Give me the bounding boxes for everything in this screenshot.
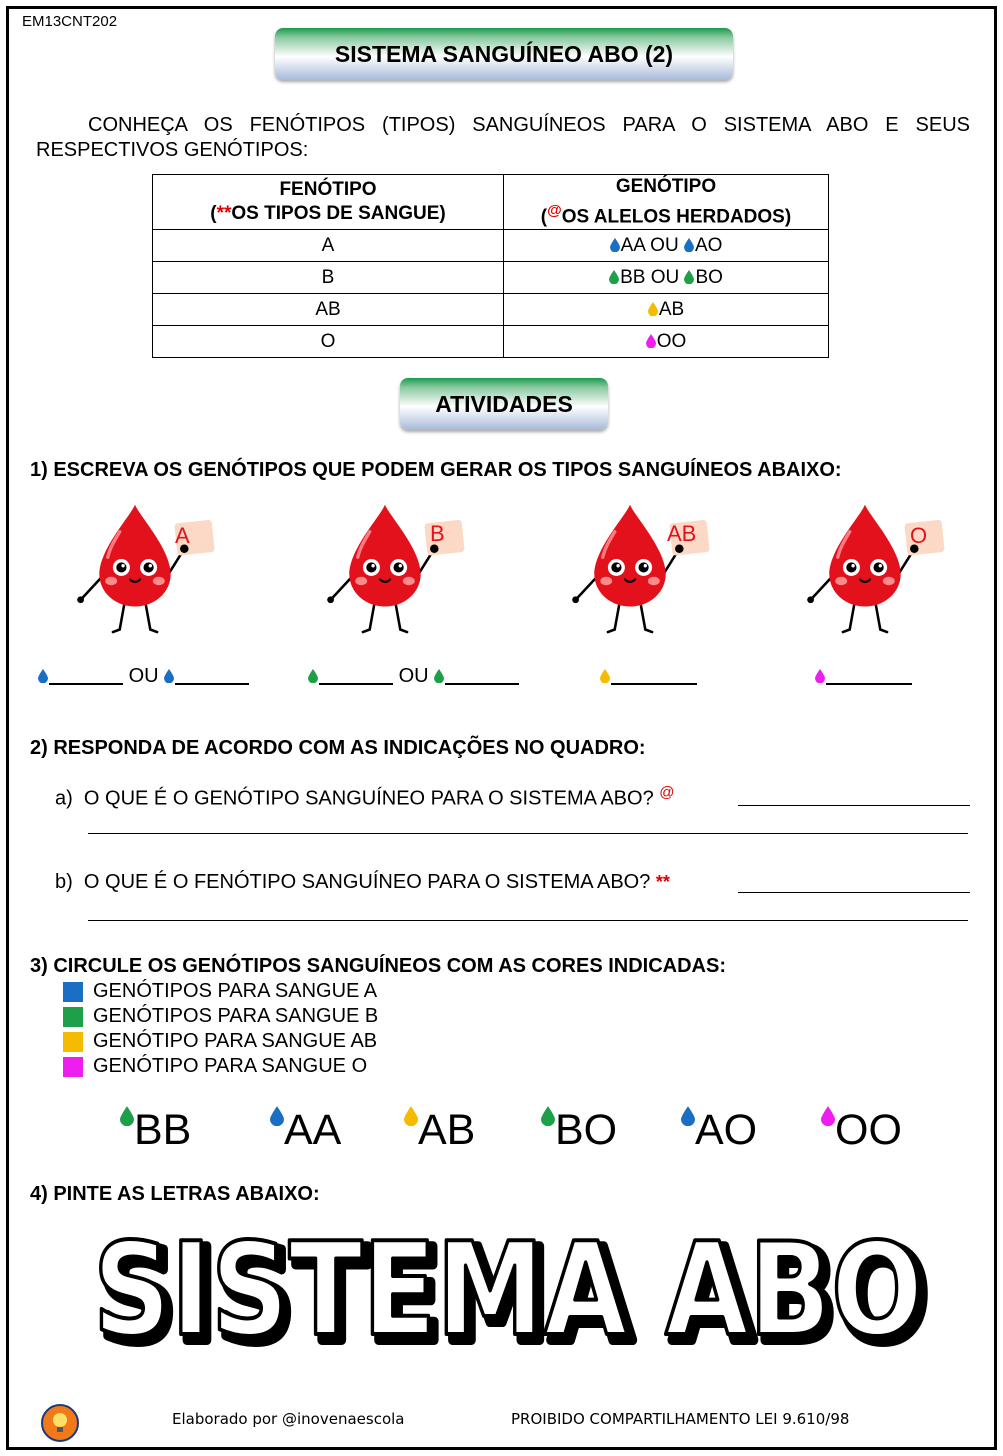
answer-line[interactable] — [88, 903, 968, 921]
blue-drop-icon — [610, 238, 620, 252]
answer-blank[interactable] — [175, 667, 249, 685]
answer-line[interactable] — [738, 786, 970, 806]
yellow-drop-icon — [600, 669, 610, 683]
green-drop-icon — [120, 1106, 134, 1126]
genotype-value: AB — [658, 298, 685, 320]
table-row — [153, 294, 829, 326]
answer-o — [815, 665, 912, 688]
question-2a — [55, 784, 674, 811]
or-label: OU — [398, 665, 429, 687]
blue-drop-icon — [270, 1106, 284, 1126]
genotype-text: AA — [284, 1106, 342, 1154]
question-3: 3) CIRCULE OS GENÓTIPOS SANGUÍNEOS COM AS CORES INDICADAS: — [30, 955, 726, 977]
letters-outline: SISTEMA ABO — [93, 1218, 923, 1358]
genotype-separator: OU — [650, 234, 679, 256]
genotype-option[interactable] — [404, 1106, 475, 1155]
genotype-value: AA — [620, 234, 645, 256]
activities-title: ATIVIDADES — [400, 378, 608, 430]
author-credit: Elaborado por @inovenaescola — [172, 1410, 405, 1428]
pink-drop-icon — [815, 669, 825, 683]
answer-a — [38, 665, 249, 688]
page-title: SISTEMA SANGUÍNEO ABO (2) — [275, 28, 733, 80]
answer-blank[interactable] — [826, 667, 912, 685]
genotype-option[interactable] — [541, 1106, 617, 1155]
inove-logo-icon — [40, 1403, 80, 1443]
genotype-cell — [504, 294, 829, 326]
genotype-option[interactable] — [821, 1106, 902, 1155]
genotype-mark: @ — [659, 784, 675, 801]
legend-label: GENÓTIPO PARA SANGUE O — [93, 1055, 368, 1077]
pink-square-icon — [63, 1057, 83, 1077]
green-drop-icon — [308, 669, 318, 683]
legend-item — [63, 979, 378, 1004]
green-drop-icon — [434, 669, 444, 683]
color-legend — [63, 979, 378, 1079]
blood-drop-mascot-ab — [545, 495, 715, 645]
genotype-value: OO — [656, 330, 687, 352]
question-2: 2) RESPONDA DE ACORDO COM AS INDICAÇÕES NO QUADRO: — [30, 737, 646, 759]
mascot-card-label: B — [430, 521, 445, 546]
table-row — [153, 262, 829, 294]
blood-drop-mascot-b — [300, 495, 470, 645]
blood-drop-character-icon — [545, 495, 715, 645]
question-4: 4) PINTE AS LETRAS ABAIXO: — [30, 1183, 320, 1205]
genotype-subtitle: OS ALELOS HERDADOS) — [561, 206, 792, 228]
blood-drop-mascot-o — [780, 495, 950, 645]
item-label: b) — [55, 871, 73, 893]
question-1: 1) ESCREVA OS GENÓTIPOS QUE PODEM GERAR OS TIPOS SANGUÍNEOS ABAIXO: — [30, 459, 842, 481]
genotype-title: GENÓTIPO — [615, 176, 717, 197]
genotype-cell — [504, 326, 829, 358]
green-square-icon — [63, 1007, 83, 1027]
genotype-text: BO — [555, 1106, 618, 1154]
phenotype-cell: B — [153, 262, 504, 294]
abo-table — [152, 174, 829, 358]
green-drop-icon — [609, 270, 619, 284]
yellow-square-icon — [63, 1032, 83, 1052]
phenotype-header: FENÓTIPO (**OS TIPOS DE SANGUE) — [153, 175, 504, 230]
genotype-header: GENÓTIPO (@OS ALELOS HERDADOS) — [504, 175, 829, 230]
legend-label: GENÓTIPOS PARA SANGUE B — [93, 1005, 379, 1027]
phenotype-subtitle: OS TIPOS DE SANGUE) — [231, 203, 446, 225]
answer-blank[interactable] — [319, 667, 393, 685]
answer-ab — [600, 665, 697, 688]
phenotype-mark: ** — [216, 203, 232, 225]
legend-label: GENÓTIPOS PARA SANGUE A — [93, 980, 378, 1002]
blood-drop-mascot-a — [50, 495, 220, 645]
blood-drop-character-icon — [780, 495, 950, 645]
mascot-card-label: AB — [667, 521, 697, 546]
genotype-option[interactable] — [681, 1106, 757, 1155]
item-text: O QUE É O GENÓTIPO SANGUÍNEO PARA O SISTEMA ABO? — [83, 787, 654, 810]
curriculum-code: EM13CNT202 — [22, 13, 118, 30]
intro-text: CONHEÇA OS FENÓTIPOS (TIPOS) SANGUÍNEOS PARA O SISTEMA ABO E SEUS RESPECTIVOS GENÓTIPOS: — [36, 114, 970, 161]
letters-shadow: SISTEMA ABO — [99, 1222, 929, 1358]
blue-square-icon — [63, 982, 83, 1002]
genotype-option[interactable] — [120, 1106, 191, 1155]
blue-drop-icon — [684, 238, 694, 252]
genotype-option[interactable] — [270, 1106, 341, 1155]
phenotype-cell: AB — [153, 294, 504, 326]
phenotype-cell: O — [153, 326, 504, 358]
answer-blank[interactable] — [611, 667, 697, 685]
coloring-letters[interactable] — [80, 1218, 940, 1358]
answer-line[interactable] — [738, 873, 970, 893]
phenotype-mark: ** — [655, 872, 670, 892]
phenotype-cell: A — [153, 230, 504, 262]
genotype-text: AO — [695, 1106, 758, 1154]
genotype-cell — [504, 262, 829, 294]
item-label: a) — [55, 787, 73, 810]
genotype-mark: @ — [547, 202, 562, 219]
genotype-separator: OU — [650, 266, 680, 288]
table-row — [153, 326, 829, 358]
blood-drop-character-icon — [50, 495, 220, 645]
legend-label: GENÓTIPO PARA SANGUE AB — [93, 1030, 378, 1052]
answer-b — [308, 665, 519, 688]
genotype-value: BO — [695, 266, 723, 288]
item-text: O QUE É O FENÓTIPO SANGUÍNEO PARA O SISTEMA ABO? — [83, 871, 651, 893]
pink-drop-icon — [646, 334, 656, 348]
answer-blank[interactable] — [445, 667, 519, 685]
blue-drop-icon — [681, 1106, 695, 1126]
genotype-value: AO — [694, 234, 723, 256]
blood-drop-character-icon — [300, 495, 470, 645]
or-label: OU — [128, 665, 159, 687]
green-drop-icon — [541, 1106, 555, 1126]
genotype-cell — [504, 230, 829, 262]
mascot-card-label: A — [175, 523, 190, 548]
question-2b — [55, 871, 670, 894]
table-row — [153, 230, 829, 262]
mascot-card-label: O — [910, 523, 928, 548]
answer-blank[interactable] — [49, 667, 123, 685]
genotype-text: AB — [418, 1106, 476, 1154]
blue-drop-icon — [38, 669, 48, 683]
blue-drop-icon — [164, 669, 174, 683]
legend-item — [63, 1054, 378, 1079]
pink-drop-icon — [821, 1106, 835, 1126]
green-drop-icon — [684, 270, 694, 284]
copyright-notice: PROIBIDO COMPARTILHAMENTO LEI 9.610/98 — [511, 1410, 850, 1428]
legend-item — [63, 1004, 378, 1029]
legend-item — [63, 1029, 378, 1054]
genotype-text: BB — [134, 1106, 192, 1154]
phenotype-title: FENÓTIPO — [279, 179, 377, 201]
genotype-text: OO — [835, 1106, 902, 1154]
table-header-row — [153, 175, 829, 230]
answer-line[interactable] — [88, 816, 968, 834]
yellow-drop-icon — [404, 1106, 418, 1126]
yellow-drop-icon — [648, 302, 658, 316]
genotype-value: BB — [620, 266, 646, 288]
